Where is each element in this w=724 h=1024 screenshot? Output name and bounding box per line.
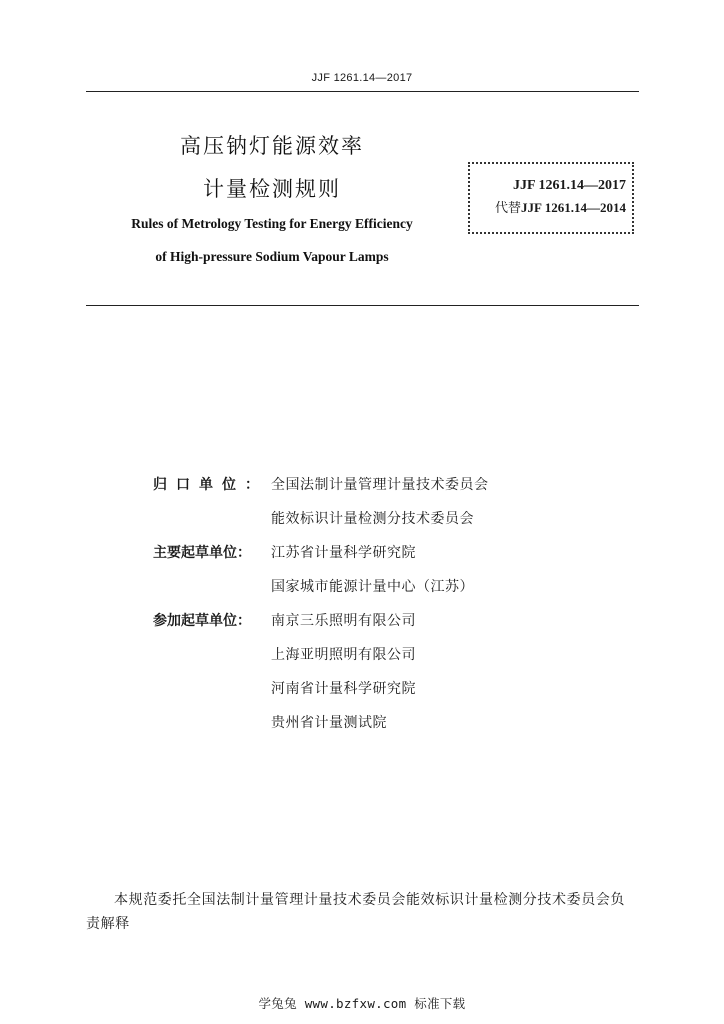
- org-row: [153, 543, 633, 577]
- title-english-line1: Rules of Metrology Testing for Energy Efficiency: [131, 216, 413, 231]
- participant-org: 上海亚明照明有限公司: [271, 647, 416, 663]
- org-row: [153, 645, 633, 679]
- current-standard-code: JJF 1261.14—2017: [512, 178, 626, 193]
- responsible-org: 全国法制计量管理计量技术委员会: [271, 477, 489, 493]
- replace-prefix: 代替: [495, 200, 522, 215]
- responsible-org: 能效标识计量检测分技术委员会: [271, 511, 474, 527]
- main-drafter-label: 主要起草单位：: [153, 545, 251, 561]
- org-row: [153, 577, 633, 611]
- org-row: [153, 509, 633, 543]
- replaced-standard: [478, 198, 626, 218]
- standard-code-box: [468, 162, 634, 234]
- responsible-label: 归口单位：: [153, 477, 268, 493]
- title-english-line2: of High-pressure Sodium Vapour Lamps: [155, 249, 389, 264]
- interpretation-note: 本规范委托全国法制计量管理计量技术委员会能效标识计量检测分技术委员会负责解释: [86, 892, 625, 932]
- replaced-standard-code: JJF 1261.14—2014: [521, 200, 626, 215]
- participants-label: 参加起草单位：: [153, 613, 251, 629]
- top-rule: [86, 91, 639, 92]
- participant-org: 河南省计量科学研究院: [271, 681, 416, 697]
- main-drafter-org: 国家城市能源计量中心（江苏）: [271, 579, 474, 595]
- org-row: [153, 679, 633, 713]
- main-drafter-org: 江苏省计量科学研究院: [271, 545, 416, 561]
- title-chinese-line1: 高压钠灯能源效率: [180, 134, 364, 158]
- org-row: [153, 611, 633, 645]
- org-row: [153, 475, 633, 509]
- footer-watermark[interactable]: 学兔兔 www.bzfxw.com 标准下载: [258, 996, 466, 1011]
- title-chinese-line2: 计量检测规则: [203, 177, 341, 201]
- org-row: [153, 713, 633, 747]
- participant-org: 南京三乐照明有限公司: [271, 613, 416, 629]
- organizations-block: [153, 475, 633, 747]
- participant-org: 贵州省计量测试院: [271, 715, 387, 731]
- middle-rule: [86, 305, 639, 306]
- header-code: JJF 1261.14—2017: [311, 72, 413, 84]
